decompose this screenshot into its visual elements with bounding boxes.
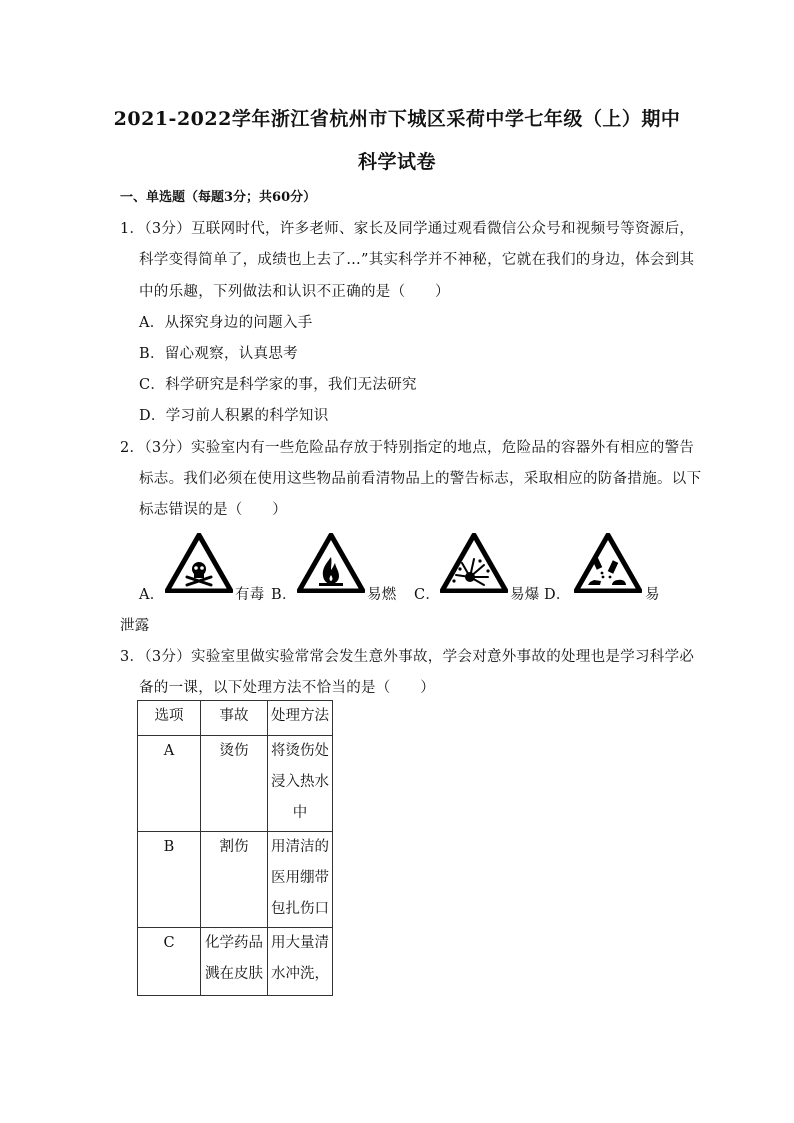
row-c-option: C: [163, 935, 175, 951]
q2-line1: 2．（3分）实验室内有一些危险品存放于特别指定的地点，危险品的容器外有相应的警告: [120, 440, 695, 456]
q2-option-c-letter: C．: [414, 587, 441, 603]
row-b-accident: 割伤: [219, 839, 249, 855]
q1-option-a: A．从探究身边的问题入手: [139, 315, 313, 331]
table-row: [138, 832, 333, 928]
q1-line3: 中的乐趣，下列做法和认识不正确的是（ ）: [139, 284, 450, 300]
q1-option-c: C．科学研究是科学家的事，我们无法研究: [139, 377, 417, 393]
row-c-method-1: 用大量清: [271, 935, 329, 951]
row-c-accident-1: 化学药品: [205, 935, 263, 951]
q2-option-a-letter: A．: [139, 587, 165, 603]
q1-option-d: D．学习前人积累的科学知识: [139, 408, 329, 424]
q2-option-a-label: 有毒: [235, 587, 265, 603]
accident-table: [137, 700, 333, 996]
row-b-option: B: [163, 839, 175, 855]
q2-option-c-label: 易爆: [510, 587, 540, 603]
q2-line3: 标志错误的是（ ）: [139, 502, 287, 518]
row-b-method-2: 医用绷带: [271, 870, 329, 886]
row-a-method-3: 中: [292, 805, 308, 821]
table-row: [138, 928, 333, 996]
q3-line1: 3．（3分）实验室里做实验常常会发生意外事故，学会对意外事故的处理也是学习科学必: [120, 649, 695, 665]
skull-crossbones-warning-icon: [165, 533, 233, 593]
q2-option-b-letter: B．: [271, 587, 297, 603]
q2-option-b-label: 易燃: [367, 587, 397, 603]
page-title-line2: 科学试卷: [357, 151, 436, 173]
section-heading: 一、单选题（每题3分；共60分）: [120, 190, 317, 205]
explosion-warning-icon: [440, 533, 508, 593]
row-b-method-1: 用清洁的: [271, 839, 329, 855]
q1-line1: 1．（3分）互联网时代，许多老师、家长及同学通过观看微信公众号和视频号等资源后，: [120, 221, 695, 237]
q2-line2: 标志。我们必须在使用这些物品前看清物品上的警告标志，采取相应的防备措施。以下: [139, 471, 702, 487]
row-c-accident-2: 溅在皮肤: [205, 966, 263, 982]
q1-line2: 科学变得简单了，成绩也上去了…”其实科学并不神秘，它就在我们的身边，体会到其: [139, 252, 695, 268]
table-row: [138, 736, 333, 832]
row-a-accident: 烫伤: [219, 743, 249, 759]
q2-option-d-label: 易: [645, 587, 660, 603]
row-a-option: A: [163, 743, 175, 759]
corrosive-warning-icon: [574, 533, 642, 593]
row-a-method-2: 浸入热水: [271, 774, 329, 790]
row-c-method-2: 水冲洗，: [271, 966, 329, 982]
q2-option-d-letter: D．: [544, 587, 571, 603]
row-b-method-3: 包扎伤口: [271, 901, 329, 917]
q1-option-b: B．留心观察，认真思考: [139, 346, 298, 362]
table-header-row: [138, 701, 333, 736]
q3-line2: 备的一课，以下处理方法不恰当的是（ ）: [139, 680, 435, 696]
header-accident: 事故: [219, 708, 249, 724]
row-a-method-1: 将烫伤处: [271, 743, 329, 759]
header-option: 选项: [154, 708, 184, 724]
page-title-line1: 2021-2022学年浙江省杭州市下城区采荷中学七年级（上）期中: [113, 108, 681, 130]
header-method: 处理方法: [271, 708, 329, 724]
flame-warning-icon: [297, 533, 365, 593]
q2-option-d-label-cont: 泄露: [120, 618, 150, 634]
